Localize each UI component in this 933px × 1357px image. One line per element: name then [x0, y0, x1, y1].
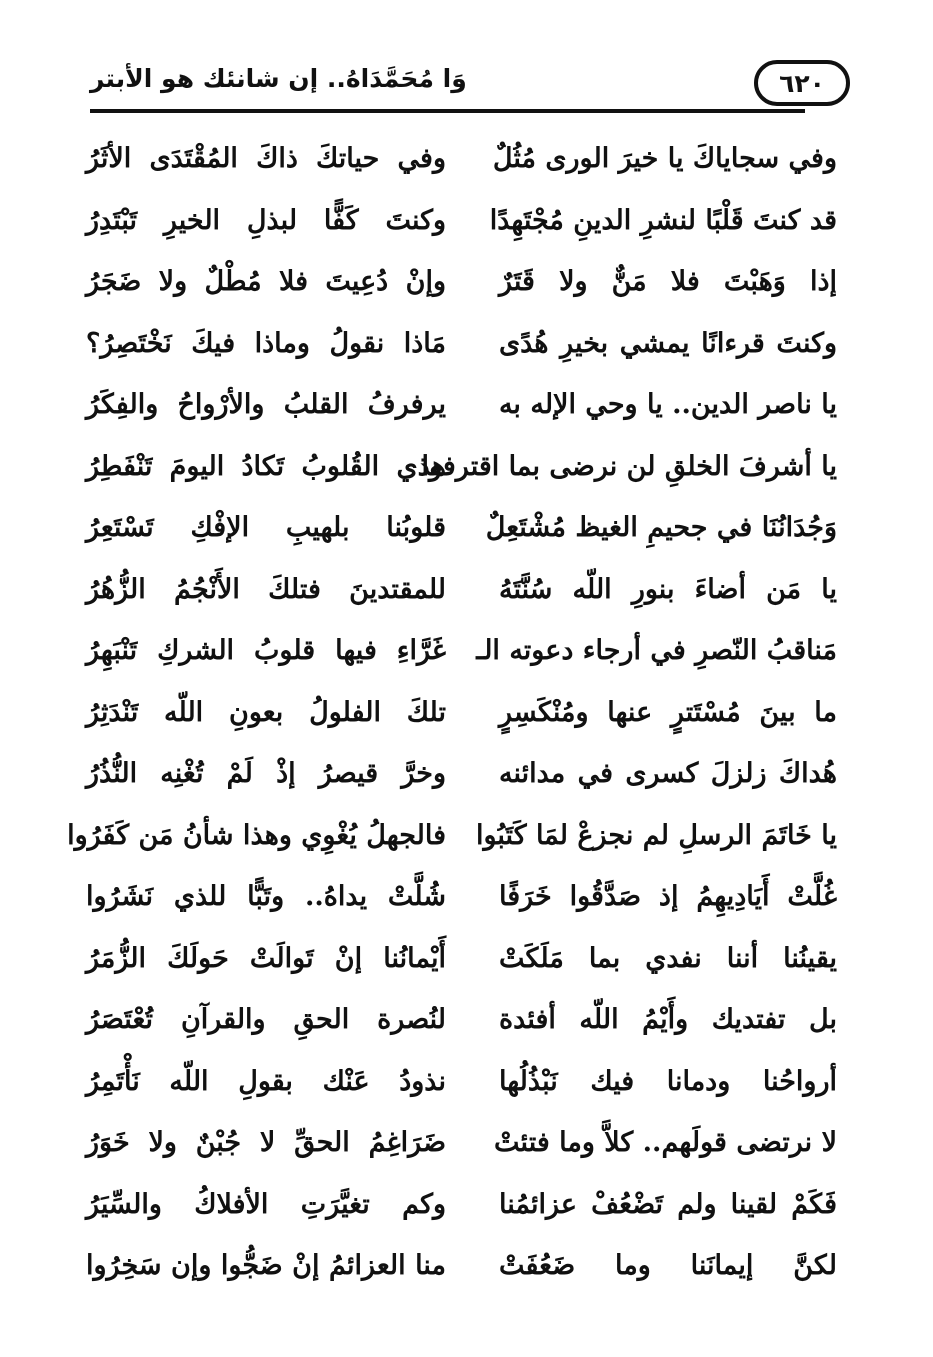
page-number: ٦٢٠	[779, 68, 825, 98]
verse-line: قد كنتَ قَلْبًا لنشرِ الدينِ مُجْتَهِدًا	[489, 204, 837, 236]
verse-line: وكنتَ قرءانًا يمشي بخيرِ هُدًى	[499, 327, 837, 359]
right-column	[421, 130, 837, 1299]
running-title: وَا مُحَمَّدَاهُ.. إن شانئك هو الأبتر	[90, 64, 467, 93]
verse-line: فالجهلُ يُغْوِي وهذا شأنُ مَن كَفَرُوا	[67, 819, 446, 851]
verse-line: يا خَاتَمَ الرسلِ لم نجزعْ لمَا كَتَبُوا	[475, 819, 837, 851]
verse-line: وإنْ دُعِيتَ فلا مُطْلٌ ولا ضَجَرُ	[86, 266, 446, 297]
verse-line: لكنَّ إيمانَنا وما ضَعُفَتْ	[499, 1250, 837, 1281]
verse-line: يقينُنا أننا نفدي بما مَلَكَتْ	[499, 942, 837, 974]
verse-line: وخرَّ قيصرُ إذْ لَمْ تُغْنِه النُّذُرُ	[86, 758, 446, 789]
page-number-badge	[754, 60, 850, 106]
verse-line: بل تفتديك وأَيْمُ اللّه أفئدة	[499, 1004, 837, 1035]
verse-line: فَكَمْ لقينا ولم تَضْعُفْ عزائمُنا	[499, 1188, 837, 1220]
verse-line: أرواحُنا ودمانا فيك نَبْذُلُها	[499, 1065, 837, 1097]
verse-line: يا مَن أضاءَ بنورِ اللّه سُنَّتَهُ	[499, 573, 837, 605]
verse-line: ما بينَ مُسْتَترٍ عنها ومُنْكَسِرٍ	[499, 696, 837, 728]
verse-line: منا العزائمُ إنْ ضَجُّوا وإن سَخِرُوا	[86, 1250, 446, 1281]
verse-line: ضَرَاغِمُ الحقِّ لا جُبْنٌ ولا خَوَرُ	[86, 1127, 446, 1158]
verse-line: مَاذا نقولُ وماذا فيكَ نَخْتَصِرُ؟	[86, 327, 446, 359]
verse-line: وكنتَ كَفًّا لبذلِ الخيرِ تَبْتَدِرُ	[86, 204, 446, 236]
page-header	[90, 60, 850, 112]
verse-line: هذي القُلوبُ تَكادُ اليومَ تَنْفَطِرُ	[86, 450, 446, 482]
verse-line: وفي حياتكَ ذاكَ المُقْتَدَى الأثَرُ	[86, 143, 446, 174]
verse-line: غَرَّاءِ فيها قلوبُ الشركِ تَنْبَهِرُ	[86, 635, 446, 666]
verse-line: هُداكَ زلزلَ كسرى في مدائنه	[499, 758, 837, 789]
verse-line: وَجُدَانُنَا في جحيمِ الغيظ مُشْتَعِلٌ	[485, 512, 837, 543]
verse-line: إذا وَهَبْتَ فلا مَنٌّ ولا قَتَرٌ	[499, 266, 837, 297]
verse-line: لنُصرة الحقِ والقرآنِ تُعْتَصَرُ	[86, 1004, 446, 1035]
verse-line: مَناقبُ النّصرِ في أرجاء دعوته الـ	[476, 635, 837, 666]
left-column	[67, 130, 446, 1299]
verse-line: قلوبُنا بلهيبِ الإفْكِ تَسْتَعِرُ	[86, 512, 446, 543]
verse-line: وفي سجاياكَ يا خيرَ الورى مُثُلٌ	[492, 143, 837, 174]
verse-line: يرفرفُ القلبُ والأرْواحُ والفِكَرُ	[86, 389, 446, 420]
verse-line: أَيْمانُنا إنْ تَوالَتْ حَولَكَ الزُّمَرُ	[86, 942, 446, 974]
verse-line: يا ناصر الدين.. يا وحي الإله به	[498, 389, 837, 420]
verse-line: نذودُ عَنْك بقولِ اللّه نَأْتَمِرُ	[86, 1065, 446, 1097]
verse-line: للمقتدينَ فتلكَ الأَنْجُمُ الزُّهُرُ	[86, 573, 446, 605]
verse-line: لا نرتضى قولَهم.. كلاَّ وما فتئتْ	[494, 1127, 837, 1158]
verse-line: يا أشرفَ الخلقِ لن نرضى بما اقترفوا	[421, 450, 837, 482]
verse-line: تلكَ الفلولُ بعونِ اللّه تَنْدَثِرُ	[86, 696, 446, 728]
verse-line: وكم تغيَّرَتِ الأفلاكُ والسِّيَرُ	[86, 1188, 446, 1220]
verse-line: شُلَّتْ يداهُ.. وتَبًّا للذي نَشَرُوا	[86, 881, 446, 912]
header-rule	[90, 109, 805, 113]
verse-line: غُلَّتْ أَيَادِيهِمُ إذ صَدَّقُوا خَرَفًا	[499, 881, 837, 912]
